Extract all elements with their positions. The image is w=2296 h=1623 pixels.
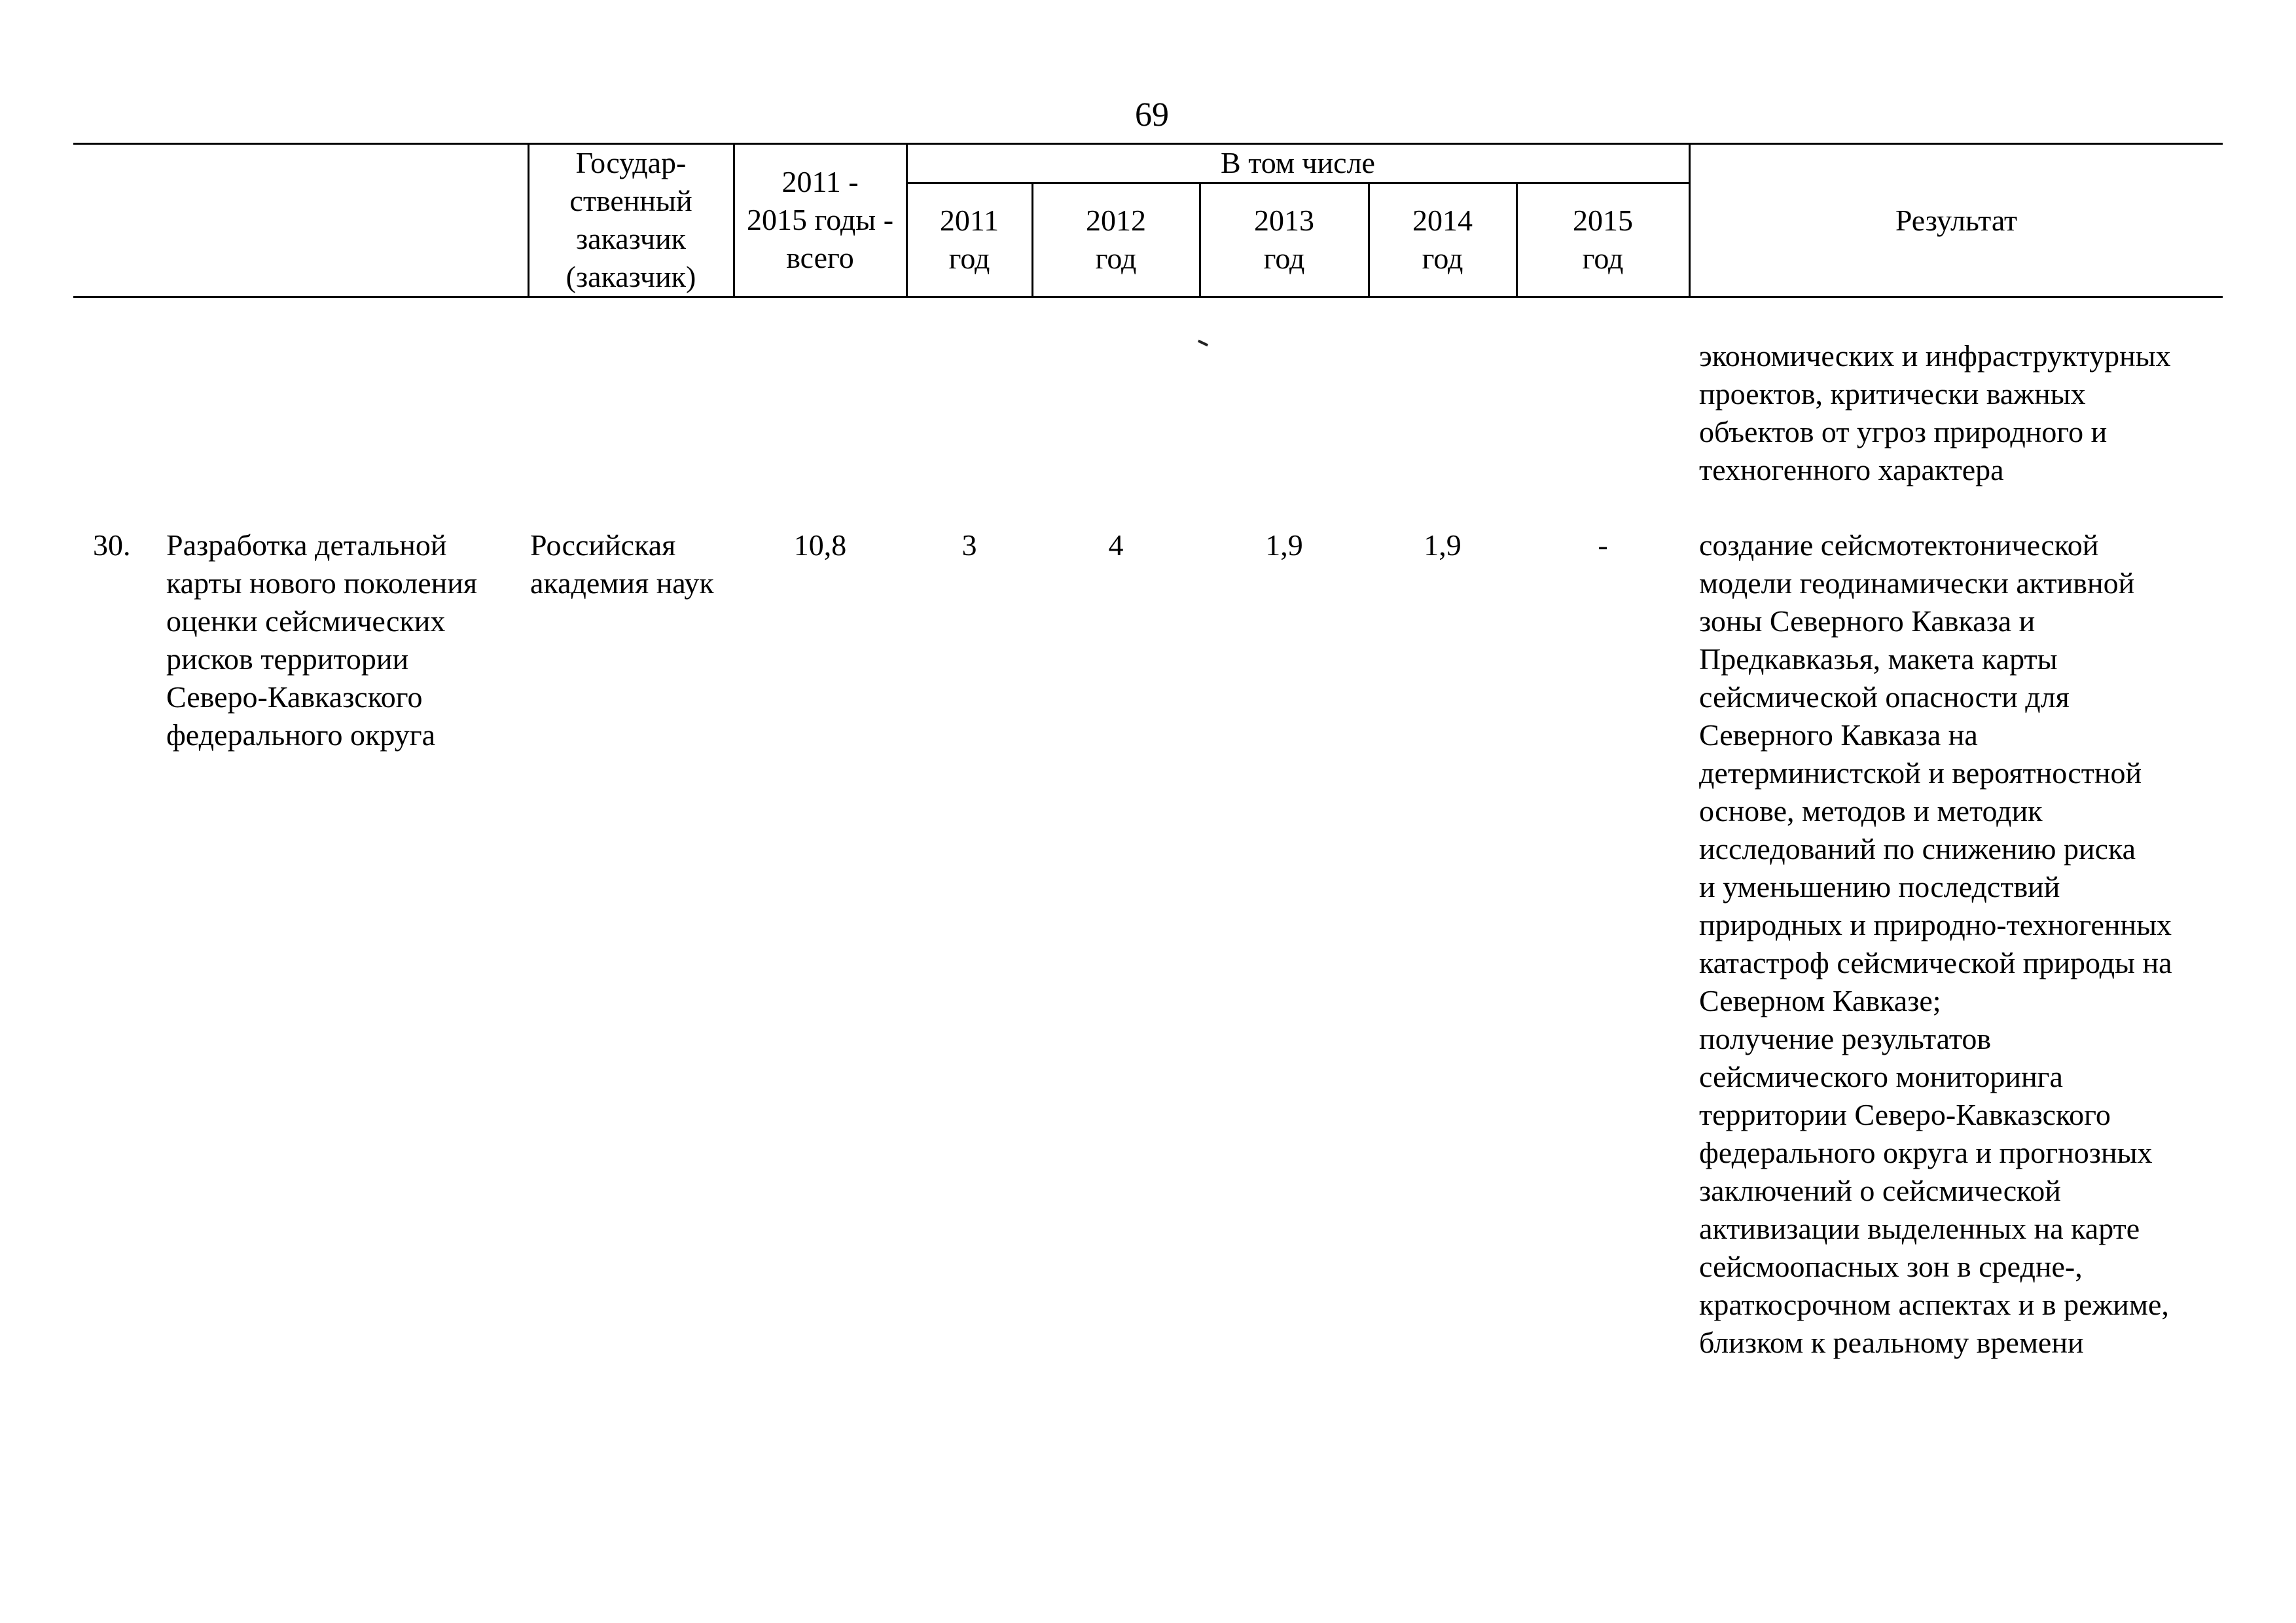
header-year-2015: 2015 год [1573,204,1633,275]
column-divider [1031,182,1033,297]
including-divider [906,182,1690,184]
row-customer: Российская академия наук [530,528,714,600]
column-divider [1199,182,1201,297]
row-name: Разработка детальной карты нового поколения оценки сейсмических рисков территории Северо-Кавказского федерального округа [166,528,478,752]
header-year-2012: 2012 год [1086,204,1146,275]
continuation-result: экономических и инфраструктурных проектов, критически важных объектов от угроз природного и техногенного характера [1699,339,2171,486]
header-including: В том числе [1221,146,1375,179]
header-result: Результат [1895,204,2018,237]
header-year-2014: 2014 год [1412,204,1473,275]
header-year-2013: 2013 год [1254,204,1314,275]
row-value-2013: 1,9 [1265,528,1303,562]
page-number: 69 [1135,96,1169,134]
row-value-2011: 3 [961,528,977,562]
column-divider [906,143,908,297]
row-number: 30. [93,528,131,562]
column-divider [733,143,735,297]
header-year-2011: 2011 год [939,204,999,275]
row-result: создание сейсмотектонической модели геодинамически активной зоны Северного Кавказа и Предкавказья, макета карты сейсмической опасности для Северного Кавказа на детерминистской и вероятностной основе, методов и методик исследований по снижению риска и уменьшению последствий природных и природно-техногенных катастроф сейсмической природы на Северном Кавказе; получение результатов сейсмического мониторинга территории Северо-Кавказского федерального округа и прогнозных заключений о сейсмической активизации выделенных на карте сейсмоопасных зон в средне-, краткосрочном аспектах и в режиме, близком к реальному времени [1699,528,2172,1359]
row-value-2012: 4 [1108,528,1124,562]
scan-mark [1198,340,1208,346]
table-header-bottom-border [73,296,2223,298]
column-divider [1368,182,1370,297]
row-total: 10,8 [793,528,847,562]
column-divider [1689,143,1691,297]
header-customer: Государ- ственный заказчик (заказчик) [565,146,696,293]
row-value-2015: - [1598,528,1608,562]
header-total: 2011 - 2015 годы - всего [746,165,894,274]
row-value-2014: 1,9 [1424,528,1462,562]
column-divider [528,143,529,297]
column-divider [1516,182,1518,297]
